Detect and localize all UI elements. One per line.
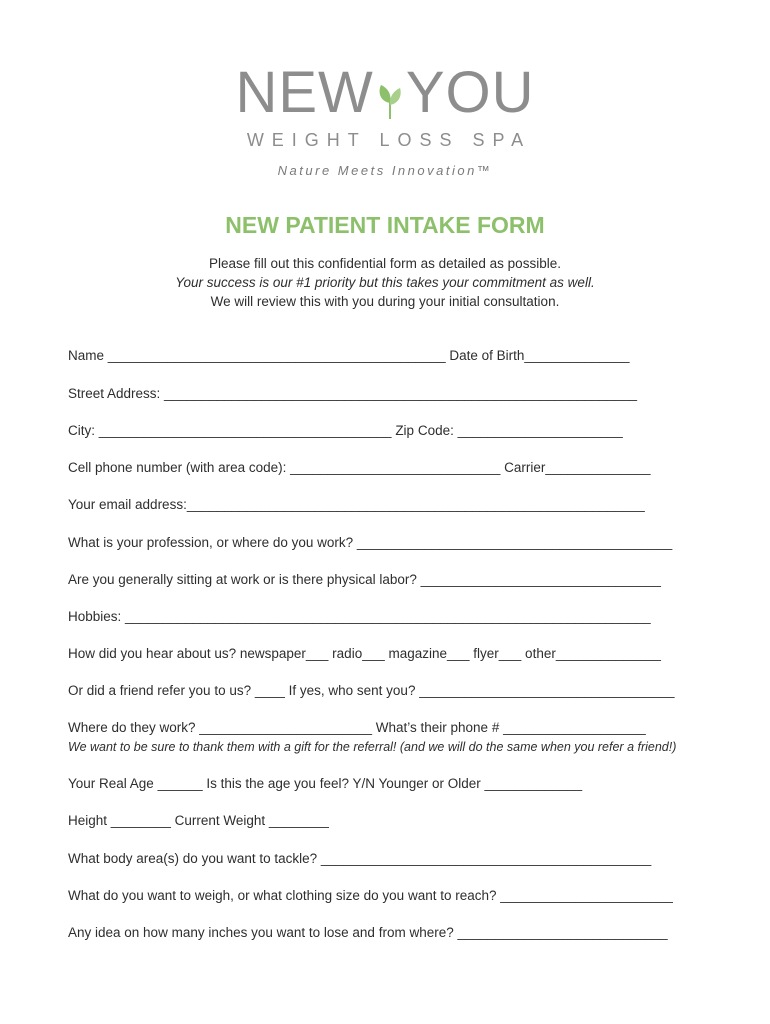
logo-wordmark [235,60,535,125]
hobbies-field[interactable]: Hobbies: ______________________________________________________________________ [68,609,651,624]
street-address-field[interactable]: Street Address: _______________________________________________________________ [68,386,638,401]
logo-tagline: Nature Meets Innovation™ [277,163,493,178]
intro-text [0,254,770,311]
intro-line-1: Please fill out this confidential form as detailed as possible. [209,256,561,271]
intro-line-2: Your success is our #1 priority but this takes your commitment as well. [175,275,595,290]
name-dob-field[interactable]: Name _____________________________________________ Date of Birth______________ [68,348,630,363]
goal-weight-field[interactable]: What do you want to weigh, or what clothing size do you want to reach? _______________________ [68,888,673,903]
age-field[interactable]: Your Real Age ______ Is this the age you feel? Y/N Younger or Older _____________ [68,776,583,791]
referral-source-field[interactable]: How did you hear about us? newspaper___ radio___ magazine___ flyer___ other______________ [68,646,661,661]
inches-field[interactable]: Any idea on how many inches you want to lose and from where? ____________________________ [68,925,668,940]
profession-field[interactable]: What is your profession, or where do you work? __________________________________________ [68,535,673,550]
intro-line-3: We will review this with you during your initial consultation. [210,294,560,309]
referral-note: We want to be sure to thank them with a gift for the referral! (and we will do the same when you refer a friend!) [68,740,677,754]
logo-subtitle: WEIGHT LOSS SPA [246,130,532,150]
logo-text-right: YOU [405,60,535,125]
form-title: NEW PATIENT INTAKE FORM [225,212,545,238]
email-field[interactable]: Your email address:_____________________________________________________________ [68,497,645,512]
logo [0,60,770,178]
leaf-icon [375,73,405,113]
phone-carrier-field[interactable]: Cell phone number (with area code): ____________________________ Carrier______________ [68,460,651,475]
height-weight-field[interactable]: Height ________ Current Weight ________ [68,813,329,828]
referrer-work-phone-field[interactable]: Where do they work? _______________________ What’s their phone # ___________________ [68,720,646,735]
city-zip-field[interactable]: City: _______________________________________ Zip Code: ______________________ [68,423,623,438]
friend-referral-field[interactable]: Or did a friend refer you to us? ____ If yes, who sent you? __________________________________ [68,683,675,698]
body-area-field[interactable]: What body area(s) do you want to tackle? ____________________________________________ [68,851,652,866]
sitting-labor-field[interactable]: Are you generally sitting at work or is there physical labor? ________________________________ [68,572,661,587]
logo-text-left: NEW [235,60,374,125]
